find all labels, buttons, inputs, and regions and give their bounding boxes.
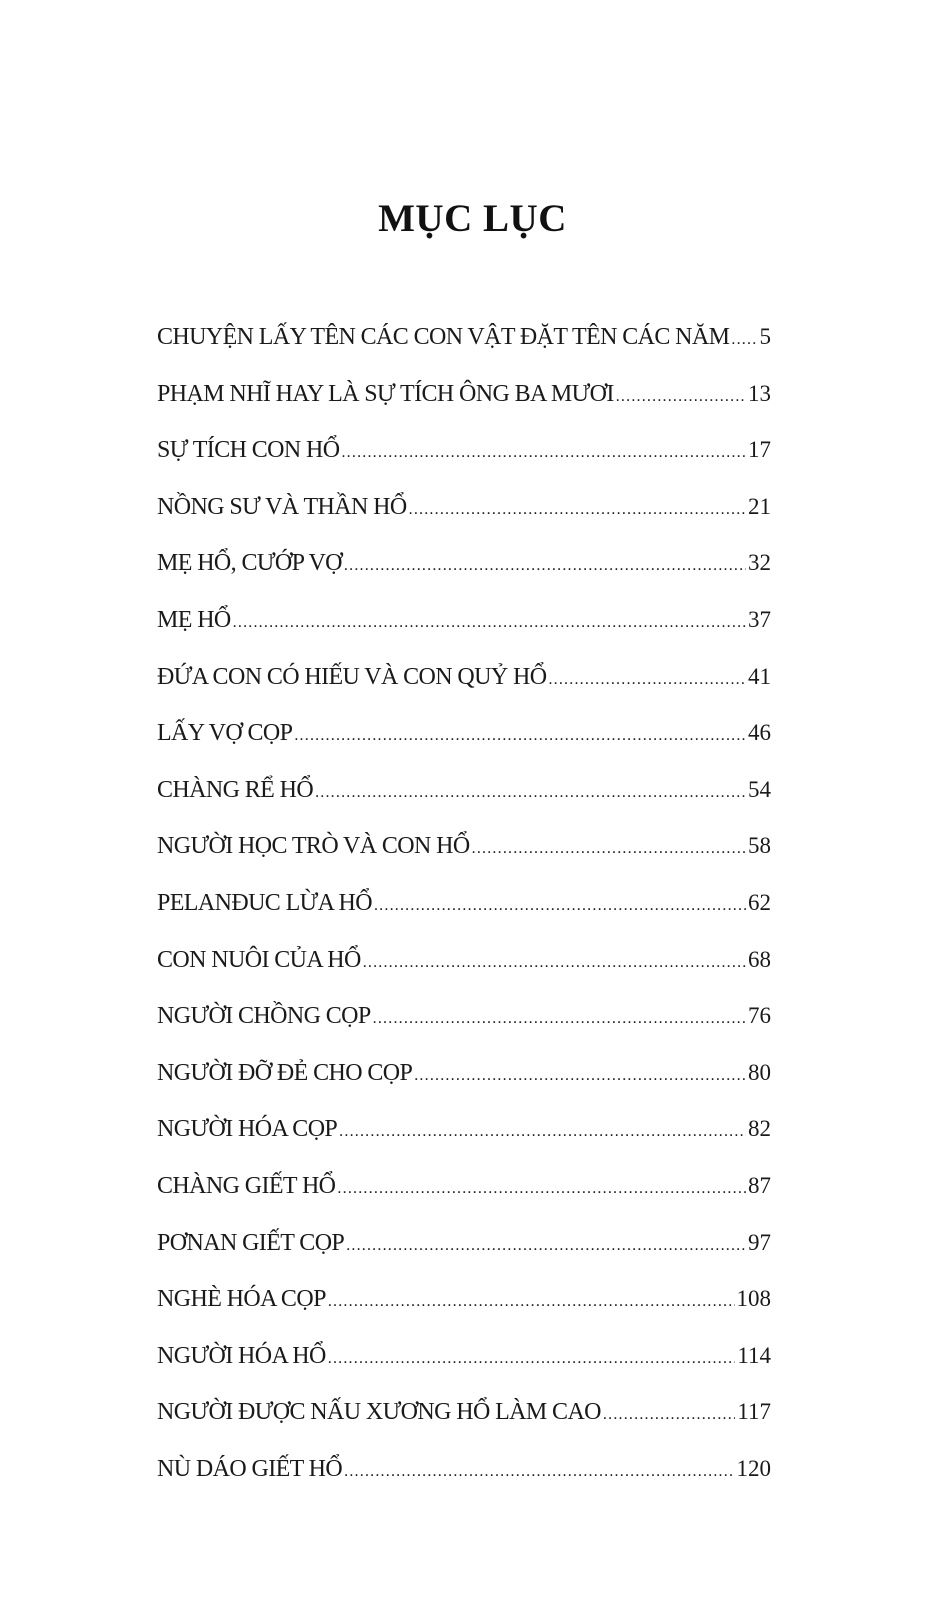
toc-dot-leader xyxy=(346,1228,746,1264)
toc-entry-title: MẸ HỔ xyxy=(157,606,231,633)
toc-dot-leader xyxy=(373,1001,746,1037)
toc-entry[interactable] xyxy=(157,1281,771,1338)
toc-entry-page: 87 xyxy=(748,1172,771,1198)
toc-dot-leader xyxy=(233,605,746,641)
toc-entry[interactable] xyxy=(157,1168,771,1225)
toc-entry-page: 41 xyxy=(748,663,771,689)
toc-entry-title: NGƯỜI ĐỠ ĐẺ CHO CỌP xyxy=(157,1059,413,1086)
page-title: MỤC LỤC xyxy=(378,197,567,240)
toc-dot-leader xyxy=(363,945,746,981)
toc-entry-title: NGƯỜI HÓA CỌP xyxy=(157,1116,338,1143)
toc-entry-title: NGƯỜI CHỒNG CỌP xyxy=(157,1003,371,1030)
toc-entry-page: 97 xyxy=(748,1229,771,1255)
toc-entry-page: 108 xyxy=(736,1286,771,1312)
table-of-contents xyxy=(157,319,771,1507)
toc-entry[interactable] xyxy=(157,715,771,772)
toc-entry-page: 17 xyxy=(748,437,771,463)
toc-entry-title: CHÀNG RỂ HỔ xyxy=(157,776,314,803)
toc-dot-leader xyxy=(603,1397,735,1433)
toc-entry[interactable] xyxy=(157,772,771,829)
toc-entry-title: NGƯỜI HỌC TRÒ VÀ CON HỔ xyxy=(157,833,470,860)
toc-entry-title: PELANĐUC LỪA HỔ xyxy=(157,889,372,916)
toc-entry-page: 76 xyxy=(748,1003,771,1029)
toc-entry[interactable] xyxy=(157,432,771,489)
toc-entry-page: 117 xyxy=(737,1399,771,1425)
toc-entry[interactable] xyxy=(157,602,771,659)
toc-entry-title: NGHÈ HÓA CỌP xyxy=(157,1286,326,1313)
toc-dot-leader xyxy=(294,718,746,754)
toc-entry[interactable] xyxy=(157,828,771,885)
toc-dot-leader xyxy=(315,775,746,811)
toc-entry-page: 82 xyxy=(748,1116,771,1142)
toc-entry-title: CHUYỆN LẤY TÊN CÁC CON VẬT ĐẶT TÊN CÁC NĂM xyxy=(157,324,730,350)
toc-entry[interactable] xyxy=(157,659,771,716)
toc-entry[interactable] xyxy=(157,998,771,1055)
toc-entry-title: PƠNAN GIẾT CỌP xyxy=(157,1229,345,1256)
toc-entry-page: 120 xyxy=(736,1455,771,1481)
toc-dot-leader xyxy=(341,435,746,471)
toc-entry-page: 58 xyxy=(748,833,771,859)
toc-entry-page: 5 xyxy=(759,324,771,349)
toc-entry[interactable] xyxy=(157,545,771,602)
toc-dot-leader xyxy=(374,888,746,924)
toc-dot-leader xyxy=(328,1341,736,1377)
toc-entry[interactable] xyxy=(157,1111,771,1168)
toc-entry[interactable] xyxy=(157,942,771,999)
toc-entry-page: 68 xyxy=(748,946,771,972)
toc-entry[interactable] xyxy=(157,489,771,546)
toc-entry[interactable] xyxy=(157,1338,771,1395)
toc-entry-title: PHẠM NHĨ HAY LÀ SỰ TÍCH ÔNG BA MƯƠI xyxy=(157,380,614,407)
toc-entry[interactable] xyxy=(157,1225,771,1282)
toc-dot-leader xyxy=(409,492,746,528)
toc-entry[interactable] xyxy=(157,1055,771,1112)
toc-entry-page: 32 xyxy=(748,550,771,576)
toc-entry-title: MẸ HỔ, CƯỚP VỢ xyxy=(157,550,342,577)
toc-entry-title: LẤY VỢ CỌP xyxy=(157,720,293,747)
toc-entry-title: CON NUÔI CỦA HỔ xyxy=(157,946,361,973)
toc-dot-leader xyxy=(414,1058,746,1094)
toc-entry-page: 114 xyxy=(737,1342,771,1368)
toc-entry[interactable] xyxy=(157,885,771,942)
toc-entry-title: NGƯỜI ĐƯỢC NẤU XƯƠNG HỔ LÀM CAO xyxy=(157,1399,601,1426)
toc-dot-leader xyxy=(731,322,757,358)
toc-entry-page: 37 xyxy=(748,606,771,632)
toc-entry-title: CHÀNG GIẾT HỔ xyxy=(157,1172,336,1199)
toc-entry[interactable] xyxy=(157,319,771,376)
toc-entry-page: 13 xyxy=(748,380,771,406)
toc-entry-page: 46 xyxy=(748,720,771,746)
toc-entry-title: ĐỨA CON CÓ HIẾU VÀ CON QUỶ HỔ xyxy=(157,663,547,690)
toc-dot-leader xyxy=(472,831,746,867)
toc-entry-title: NÙ DÁO GIẾT HỔ xyxy=(157,1455,343,1482)
toc-entry[interactable] xyxy=(157,1394,771,1451)
toc-entry[interactable] xyxy=(157,1451,771,1508)
toc-entry-page: 54 xyxy=(748,776,771,802)
toc-dot-leader xyxy=(548,662,746,698)
toc-entry[interactable] xyxy=(157,376,771,433)
toc-entry-title: NGƯỜI HÓA HỔ xyxy=(157,1342,326,1369)
toc-entry-page: 62 xyxy=(748,889,771,915)
toc-dot-leader xyxy=(616,379,746,415)
toc-dot-leader xyxy=(344,548,746,584)
toc-entry-page: 21 xyxy=(748,493,771,519)
toc-dot-leader xyxy=(339,1114,746,1150)
toc-entry-title: SỰ TÍCH CON HỔ xyxy=(157,437,340,464)
toc-dot-leader xyxy=(344,1454,734,1490)
toc-entry-title: NỒNG SƯ VÀ THẦN HỔ xyxy=(157,493,407,520)
toc-entry-page: 80 xyxy=(748,1059,771,1085)
toc-dot-leader xyxy=(337,1171,746,1207)
toc-dot-leader xyxy=(328,1284,735,1320)
